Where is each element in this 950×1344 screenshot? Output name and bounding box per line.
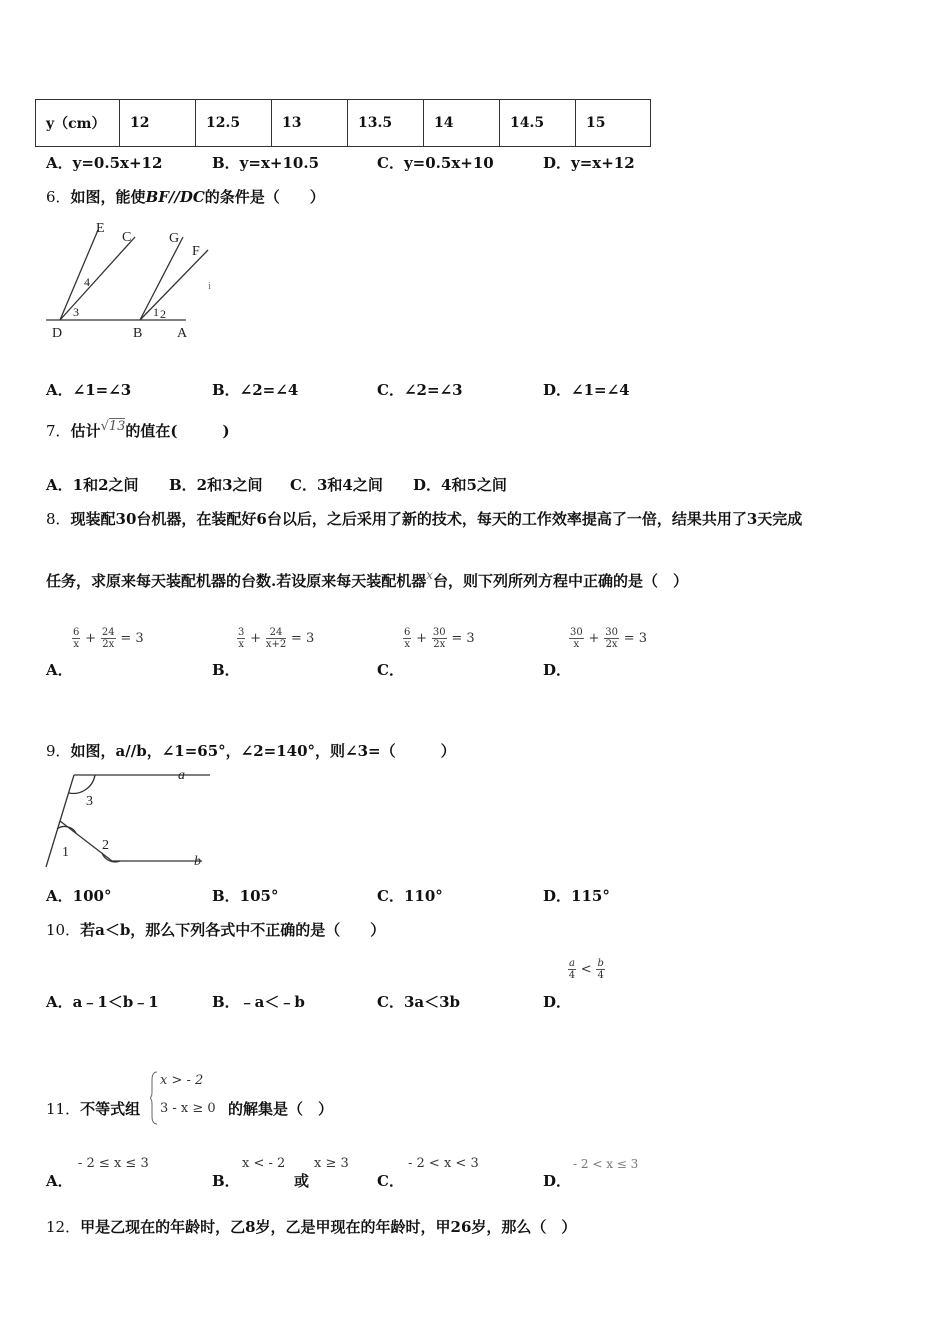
q12-stem [46,1216,576,1237]
q7-option-a: A．1和2之间 [46,476,139,494]
q8-letter-a: A． [46,661,73,679]
system-line-1: x > - 2 [160,1073,204,1088]
eq-b-rhs: = 3 [291,631,315,646]
q11-letter-a: A． [46,1172,73,1190]
label-g: G [169,231,180,246]
q11-option-b-or: 或 [294,1172,310,1190]
label-a-line: a [178,768,185,783]
eq-b-den2: x+2 [265,639,287,650]
radicand: 13 [108,419,126,434]
q11-option-c-expr: - 2 < x < 3 [408,1156,479,1171]
q11-letter-d: D． [543,1172,572,1190]
label-d: D [52,326,63,341]
q12-number: 12． [46,1218,81,1236]
label-c: C [122,230,132,245]
d-den1: 4 [568,970,576,981]
q7-stem-after: 的值在( ) [125,422,230,440]
line-de [60,230,98,320]
q9-stem-text: 如图，a//b，∠1=65°，∠2=140°，则∠3=（ ） [70,742,456,760]
q11-stem-before: 不等式组 [80,1100,141,1118]
angle-label-1: 1 [62,845,69,860]
angle-label-2: 2 [160,307,166,321]
q8-equation-d: $\frac{30}{x}$ + $\frac{30}{2x}$ = 3 [570,627,648,650]
q6-number: 6． [46,188,71,206]
q6-option-d: D．∠1=∠4 [543,381,630,399]
q11-stem-after: 的解集是（ ） [228,1100,334,1118]
q8-line-1 [46,508,802,529]
q11-letter-c: C． [377,1172,404,1190]
q5-option-d: D．y=x+12 [543,154,635,172]
q5-option-a: A．y=0.5x+12 [46,154,163,172]
q6-stem-italic: BF//DC [145,188,205,206]
label-f: F [192,244,200,259]
q8-line1-text: 现装配30台机器，在装配好6台以后，之后采用了新的技术，每天的工作效率提高了一倍，结果共用了3天完成 [70,510,803,528]
q5-option-b: B．y=x+10.5 [212,154,320,172]
q8-letter-b: B． [212,661,240,679]
sqrt-13: √13 [100,419,126,434]
eq-a-den2: 2x [102,639,115,650]
q11-letter-b: B． [212,1172,240,1190]
q8-number: 8． [46,510,71,528]
q8-equation-a: $\frac{6}{x}$ + $\frac{24}{2x}$ = 3 [73,627,144,650]
q6-option-a: A．∠1=∠3 [46,381,132,399]
line-dc [60,237,135,320]
value-table [35,99,651,147]
table-cell: 14.5 [500,100,576,147]
q8-line-2 [46,570,688,591]
q12-stem-text: 甲是乙现在的年龄时，乙8岁，乙是甲现在的年龄时，甲26岁，那么（ ） [80,1218,577,1236]
q11-option-d-expr: - 2 < x ≤ 3 [573,1157,639,1171]
q10-stem [46,919,385,940]
eq-b-den1: x [238,639,244,650]
d-num2: b [597,958,604,969]
q6-stem-before: 如图，能使 [70,188,146,206]
q11-number: 11． [46,1100,81,1118]
q8-var: x [426,568,434,582]
q8-line2-before: 任务，求原来每天装配机器的台数.若设原来每天装配机器 [46,572,427,590]
q10-option-a: A．a﹣1＜b﹣1 [46,993,159,1011]
eq-a-num1: 6 [73,627,80,638]
q7-option-b: B．2和3之间 [169,476,263,494]
angle-label-4: 4 [84,275,90,289]
label-e: E [96,221,105,236]
table-cell: 12 [120,100,196,147]
eq-c-den2: 2x [433,639,446,650]
q6-option-b: B．∠2=∠4 [212,381,299,399]
angle-label-2: 2 [102,838,109,853]
q9-option-a: A．100° [46,887,112,905]
eq-c-num1: 6 [404,627,411,638]
q10-option-c: C．3a＜3b [377,993,461,1011]
q11-option-b-expr2: x ≥ 3 [314,1156,349,1171]
table-cell: 13 [272,100,348,147]
label-a: A [177,326,188,341]
eq-b-num1: 3 [238,627,245,638]
angle-label-3: 3 [73,305,79,319]
table-cell: 13.5 [348,100,424,147]
table-cell: 15 [576,100,651,147]
eq-d-den1: x [573,639,580,650]
q9-figure [40,763,220,873]
q9-option-b: B．105° [212,887,279,905]
q6-option-c: C．∠2=∠3 [377,381,463,399]
q9-number: 9． [46,742,71,760]
q10-option-d-expression [568,958,605,981]
brace-icon [150,1070,158,1126]
q11-option-a-expr: - 2 ≤ x ≤ 3 [78,1156,149,1171]
angle-label-3: 3 [86,794,93,809]
angle-label-1: 1 [153,305,159,319]
q7-stem [46,420,230,441]
q9-stem [46,740,456,761]
q10-stem-text: 若a＜b，那么下列各式中不正确的是（ ） [80,921,386,939]
stray-mark: i [208,280,212,292]
q9-option-c: C．110° [377,887,443,905]
eq-b-num2: 24 [266,627,286,639]
eq-a-num2: 24 [101,627,115,638]
q5-option-c: C．y=0.5x+10 [377,154,494,172]
q8-letter-c: C． [377,661,404,679]
angle-arc-1 [57,826,76,833]
table-cell: 14 [424,100,500,147]
line-bf [140,250,208,320]
q9-option-d: D．115° [543,887,610,905]
eq-d-den2: 2x [605,639,618,650]
q6-stem [46,186,325,207]
q7-number: 7． [46,422,71,440]
q11-option-b-expr1: x < - 2 [242,1156,286,1171]
eq-d-rhs: = 3 [623,631,648,646]
q7-stem-before: 估计 [70,422,101,440]
q8-letter-d: D． [543,661,572,679]
eq-c-num2: 30 [432,627,446,638]
q8-equation-b: $\frac{3}{x}$ + $\frac{24}{x+2}$ = 3 [238,627,315,650]
eq-a-rhs: = 3 [120,631,144,646]
system-line-2: 3 - x ≥ 0 [160,1101,216,1116]
table-cell: 12.5 [196,100,272,147]
q6-stem-after: 的条件是（ ） [204,188,325,206]
label-b-line: b [194,854,201,869]
label-b: B [133,326,143,341]
q8-equation-c: $\frac{6}{x}$ + $\frac{30}{2x}$ = 3 [404,627,475,650]
q11-stem-start [46,1098,140,1119]
eq-c-rhs: = 3 [451,631,475,646]
d-num1: a [569,958,575,969]
eq-d-num1: 30 [570,627,583,638]
d-den2: 4 [597,970,604,981]
q7-option-d: D．4和5之间 [413,476,507,494]
table-header-cell: y（cm） [36,100,120,147]
q10-option-d-letter: D． [543,993,572,1011]
q11-system [150,1070,226,1126]
q10-option-b: B．﹣a＜﹣b [212,993,305,1011]
q7-option-c: C．3和4之间 [290,476,383,494]
q8-line2-after: 台，则下列所列方程中正确的是（ ） [433,572,689,590]
table-row [36,100,651,147]
q6-figure [40,215,230,345]
q10-number: 10． [46,921,81,939]
eq-d-num2: 30 [605,627,618,638]
d-operator: < [580,962,592,977]
eq-c-den1: x [404,639,410,650]
eq-a-den1: x [73,639,79,650]
